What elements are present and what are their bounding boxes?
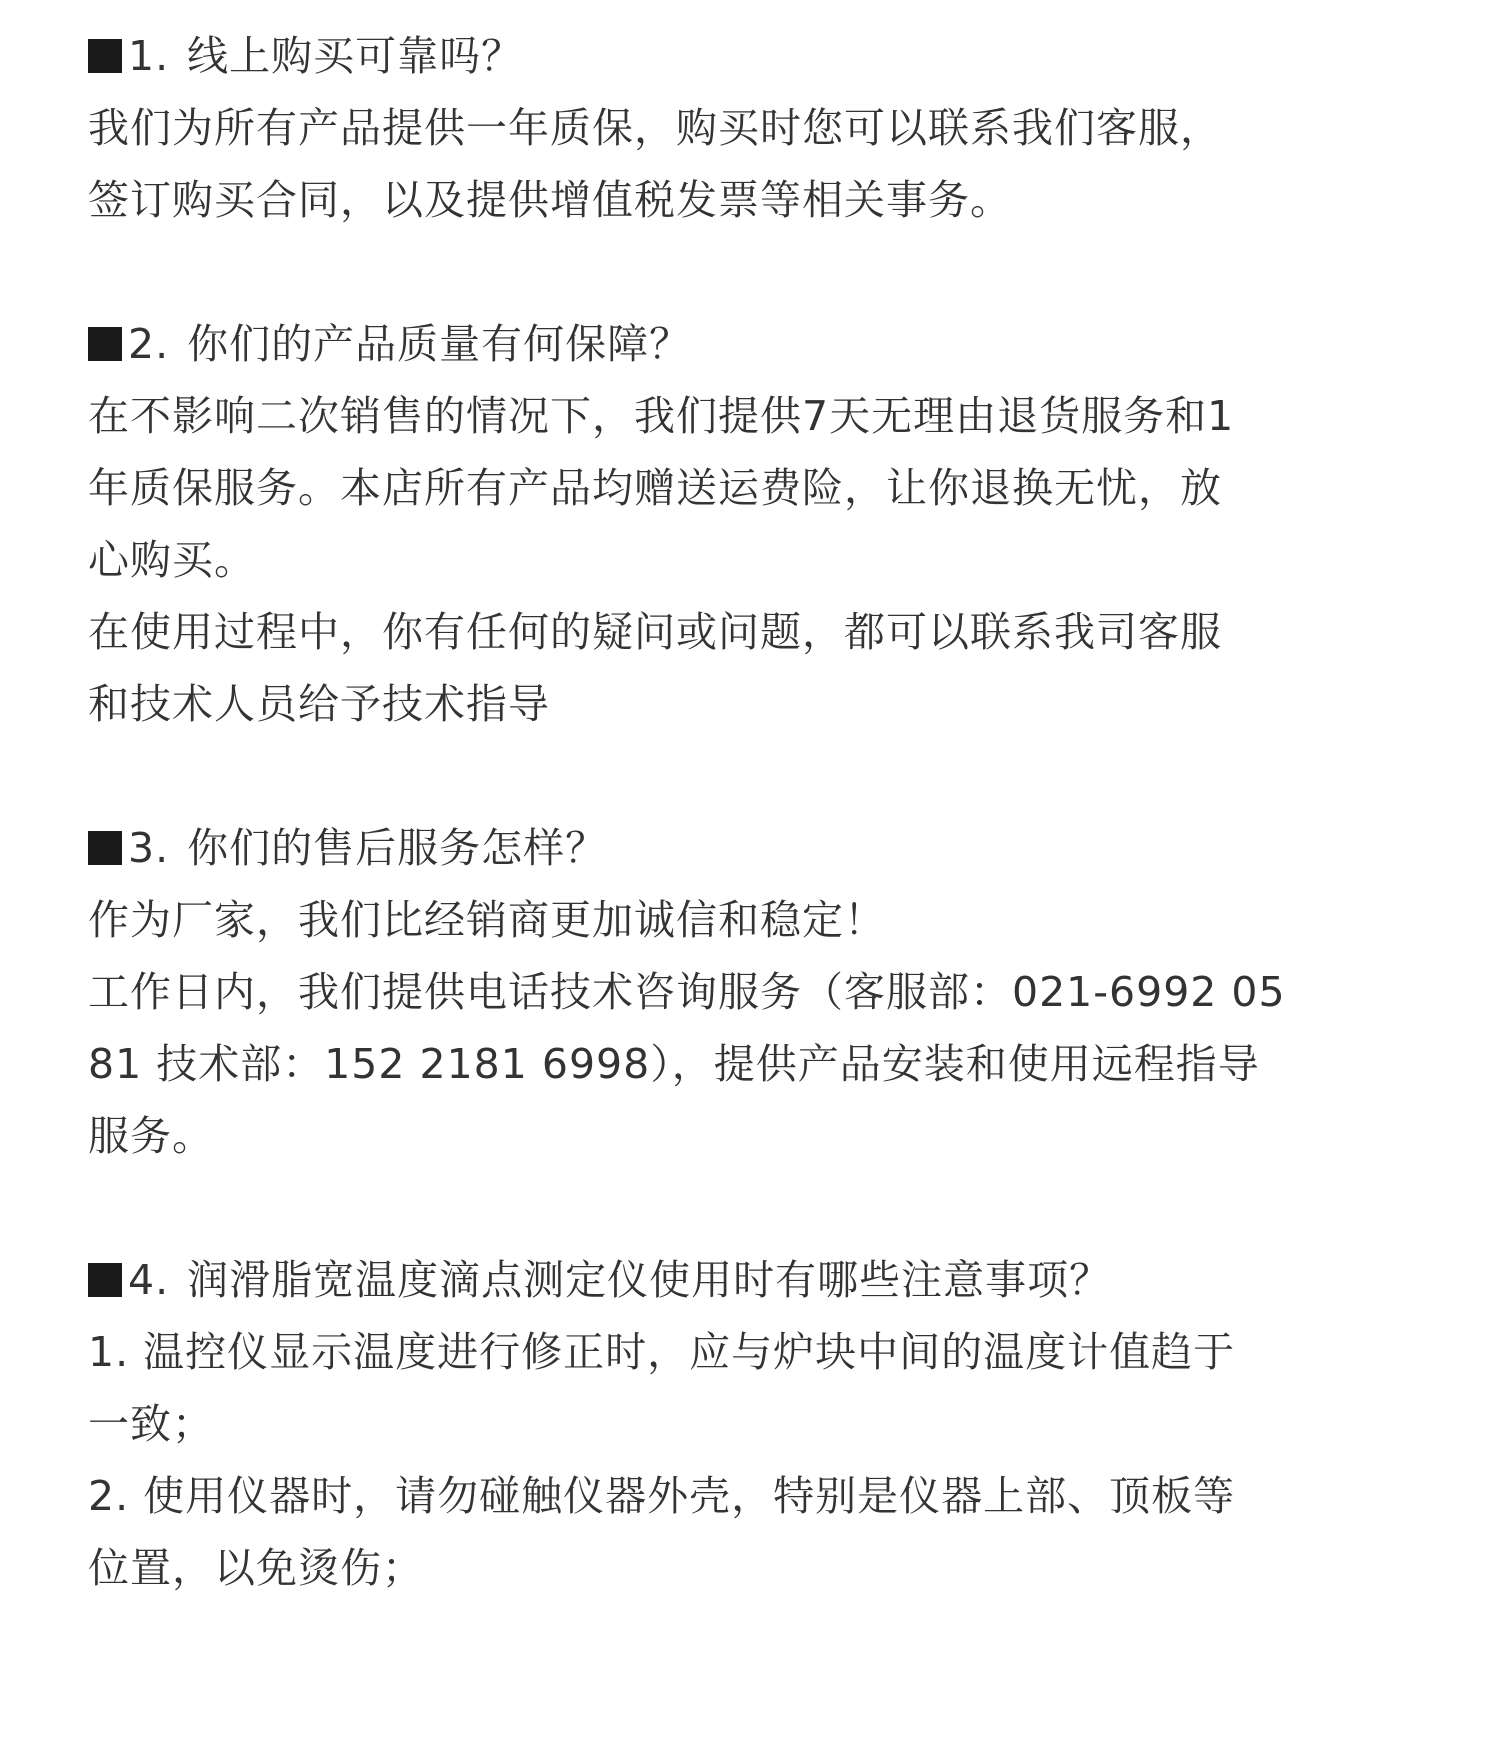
answer-line: 在使用过程中，你有任何的疑问或问题，都可以联系我司客服	[88, 608, 1222, 656]
question-number: 2.	[128, 320, 170, 368]
answer-line: 心购买。	[88, 536, 256, 584]
question-text: 你们的产品质量有何保障？	[187, 320, 692, 368]
question-text: 线上购买可靠吗？	[187, 32, 524, 80]
answer-line: 我们为所有产品提供一年质保，购买时您可以联系我们客服，	[88, 104, 1222, 152]
faq-question	[88, 812, 1428, 884]
question-text: 润滑脂宽温度滴点测定仪使用时有哪些注意事项？	[187, 1256, 1112, 1304]
question-number: 1.	[128, 32, 170, 80]
answer-line: 年质保服务。本店所有产品均赠送运费险，让你退换无忧，放	[88, 464, 1222, 512]
question-number: 4.	[128, 1256, 170, 1304]
answer-line: 1. 温控仪显示温度进行修正时，应与炉块中间的温度计值趋于	[88, 1328, 1236, 1376]
answer-line: 在不影响二次销售的情况下，我们提供7天无理由退货服务和1	[88, 392, 1235, 440]
answer-line: 一致；	[88, 1400, 214, 1448]
answer-line: 81 技术部：152 2181 6998），提供产品安装和使用远程指导	[88, 1040, 1260, 1088]
square-bullet-icon	[88, 1263, 122, 1297]
faq-item-4	[88, 1244, 1428, 1604]
answer-line: 作为厂家，我们比经销商更加诚信和稳定！	[88, 896, 886, 944]
answer-line: 2. 使用仪器时，请勿碰触仪器外壳，特别是仪器上部、顶板等	[88, 1472, 1236, 1520]
faq-question	[88, 20, 1428, 92]
square-bullet-icon	[88, 39, 122, 73]
faq-list	[88, 20, 1428, 1676]
answer-line: 签订购买合同，以及提供增值税发票等相关事务。	[88, 176, 1012, 224]
square-bullet-icon	[88, 327, 122, 361]
question-number: 3.	[128, 824, 170, 872]
faq-question	[88, 308, 1428, 380]
answer-line: 工作日内，我们提供电话技术咨询服务（客服部：021-6992 05	[88, 968, 1286, 1016]
question-text: 你们的售后服务怎样？	[187, 824, 608, 872]
answer-line: 和技术人员给予技术指导	[88, 680, 550, 728]
faq-item-1	[88, 20, 1428, 236]
answer-line: 位置，以免烫伤；	[88, 1544, 424, 1592]
square-bullet-icon	[88, 831, 122, 865]
answer-line: 服务。	[88, 1112, 214, 1160]
faq-question	[88, 1244, 1428, 1316]
faq-item-2	[88, 308, 1428, 740]
faq-item-3	[88, 812, 1428, 1172]
